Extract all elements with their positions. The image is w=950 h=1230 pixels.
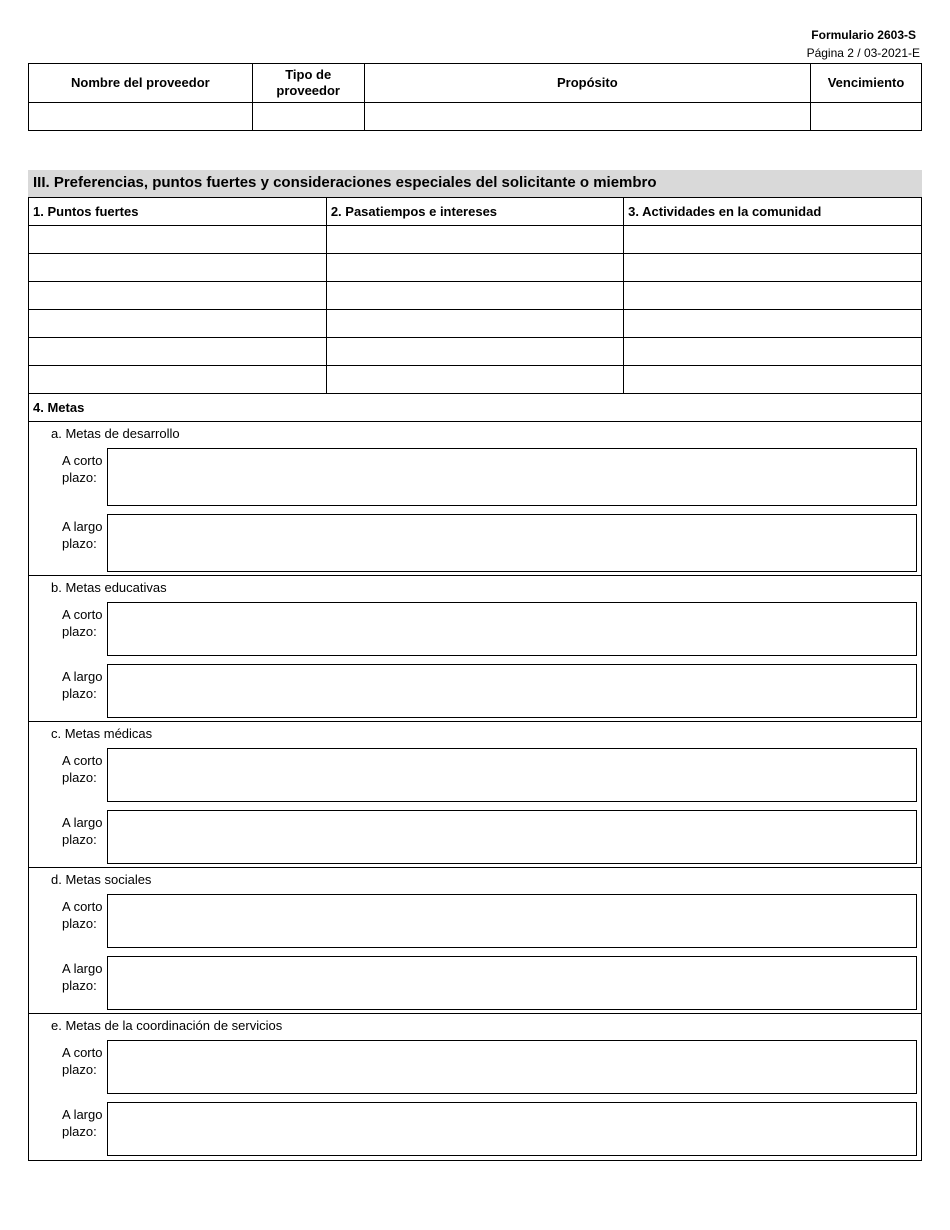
provider-type-header: Tipo de proveedor (252, 64, 364, 103)
short-term-goal-input[interactable] (107, 602, 917, 656)
strengths-input[interactable] (29, 310, 326, 337)
hobbies-input[interactable] (327, 254, 623, 281)
long-term-label: A largo plazo: (62, 669, 103, 701)
strengths-row (29, 310, 921, 338)
purpose-input[interactable] (365, 103, 810, 130)
strengths-input[interactable] (29, 226, 326, 253)
goal-block-development (29, 422, 921, 576)
community-cell (624, 366, 921, 394)
strengths-row (29, 338, 921, 366)
provider-type-cell (252, 103, 364, 131)
strengths-cell (29, 282, 326, 310)
goal-title: b. Metas educativas (51, 580, 167, 595)
community-cell (624, 226, 921, 254)
long-term-goal-input[interactable] (107, 956, 917, 1010)
providers-header-row (29, 64, 922, 103)
long-term-goal-input[interactable] (107, 664, 917, 718)
hobbies-cell (326, 366, 623, 394)
form-id: Formulario 2603-S (811, 28, 916, 42)
hobbies-header: 2. Pasatiempos e intereses (326, 198, 623, 226)
community-input[interactable] (624, 366, 921, 393)
community-cell (624, 282, 921, 310)
hobbies-input[interactable] (327, 310, 623, 337)
long-term-goal-input[interactable] (107, 514, 917, 572)
hobbies-cell (326, 338, 623, 366)
hobbies-cell (326, 254, 623, 282)
strengths-header: 1. Puntos fuertes (29, 198, 326, 226)
strengths-header-row (29, 198, 921, 226)
strengths-cell (29, 254, 326, 282)
providers-table (28, 63, 922, 131)
strengths-table (29, 197, 921, 394)
short-term-goal-input[interactable] (107, 894, 917, 948)
short-term-label: A corto plazo: (62, 1045, 103, 1077)
expiration-header: Vencimiento (811, 64, 922, 103)
community-input[interactable] (624, 310, 921, 337)
strengths-input[interactable] (29, 338, 326, 365)
short-term-goal-input[interactable] (107, 1040, 917, 1094)
goal-title: d. Metas sociales (51, 872, 152, 887)
short-term-goal-input[interactable] (107, 448, 917, 506)
provider-name-cell (29, 103, 253, 131)
long-term-goal-input[interactable] (107, 810, 917, 864)
provider-name-header: Nombre del proveedor (29, 64, 253, 103)
section3-title: III. Preferencias, puntos fuertes y consideraciones especiales del solicitante o miembro (28, 170, 922, 197)
short-term-label: A corto plazo: (62, 753, 103, 785)
goals-title: 4. Metas (29, 394, 921, 422)
hobbies-input[interactable] (327, 366, 623, 393)
strengths-row (29, 366, 921, 394)
hobbies-input[interactable] (327, 282, 623, 309)
purpose-header: Propósito (364, 64, 810, 103)
hobbies-cell (326, 226, 623, 254)
strengths-row (29, 282, 921, 310)
hobbies-cell (326, 310, 623, 338)
goal-block-service-coordination (29, 1014, 921, 1160)
strengths-row (29, 226, 921, 254)
strengths-input[interactable] (29, 282, 326, 309)
short-term-goal-input[interactable] (107, 748, 917, 802)
strengths-input[interactable] (29, 366, 326, 393)
hobbies-input[interactable] (327, 338, 623, 365)
expiration-cell (811, 103, 922, 131)
long-term-label: A largo plazo: (62, 815, 103, 847)
long-term-label: A largo plazo: (62, 1107, 103, 1139)
long-term-goal-input[interactable] (107, 1102, 917, 1156)
community-input[interactable] (624, 282, 921, 309)
expiration-input[interactable] (811, 103, 921, 130)
short-term-label: A corto plazo: (62, 453, 103, 485)
page-id: Página 2 / 03-2021-E (806, 46, 920, 60)
goal-title: c. Metas médicas (51, 726, 153, 741)
goal-title: e. Metas de la coordinación de servicios (51, 1018, 283, 1033)
strengths-cell (29, 366, 326, 394)
hobbies-input[interactable] (327, 226, 623, 253)
strengths-cell (29, 310, 326, 338)
community-cell (624, 254, 921, 282)
long-term-label: A largo plazo: (62, 519, 103, 551)
goal-block-educational (29, 576, 921, 722)
hobbies-cell (326, 282, 623, 310)
provider-type-input[interactable] (253, 103, 364, 130)
community-input[interactable] (624, 226, 921, 253)
short-term-label: A corto plazo: (62, 899, 103, 931)
community-cell (624, 338, 921, 366)
providers-row (29, 103, 922, 131)
community-input[interactable] (624, 254, 921, 281)
goal-title: a. Metas de desarrollo (51, 426, 180, 441)
community-input[interactable] (624, 338, 921, 365)
goal-block-social (29, 868, 921, 1014)
community-header: 3. Actividades en la comunidad (624, 198, 921, 226)
long-term-label: A largo plazo: (62, 961, 103, 993)
strengths-input[interactable] (29, 254, 326, 281)
strengths-row (29, 254, 921, 282)
goal-block-medical (29, 722, 921, 868)
section3-body (28, 197, 922, 1161)
provider-name-input[interactable] (29, 103, 252, 130)
strengths-cell (29, 226, 326, 254)
community-cell (624, 310, 921, 338)
strengths-cell (29, 338, 326, 366)
purpose-cell (364, 103, 810, 131)
short-term-label: A corto plazo: (62, 607, 103, 639)
